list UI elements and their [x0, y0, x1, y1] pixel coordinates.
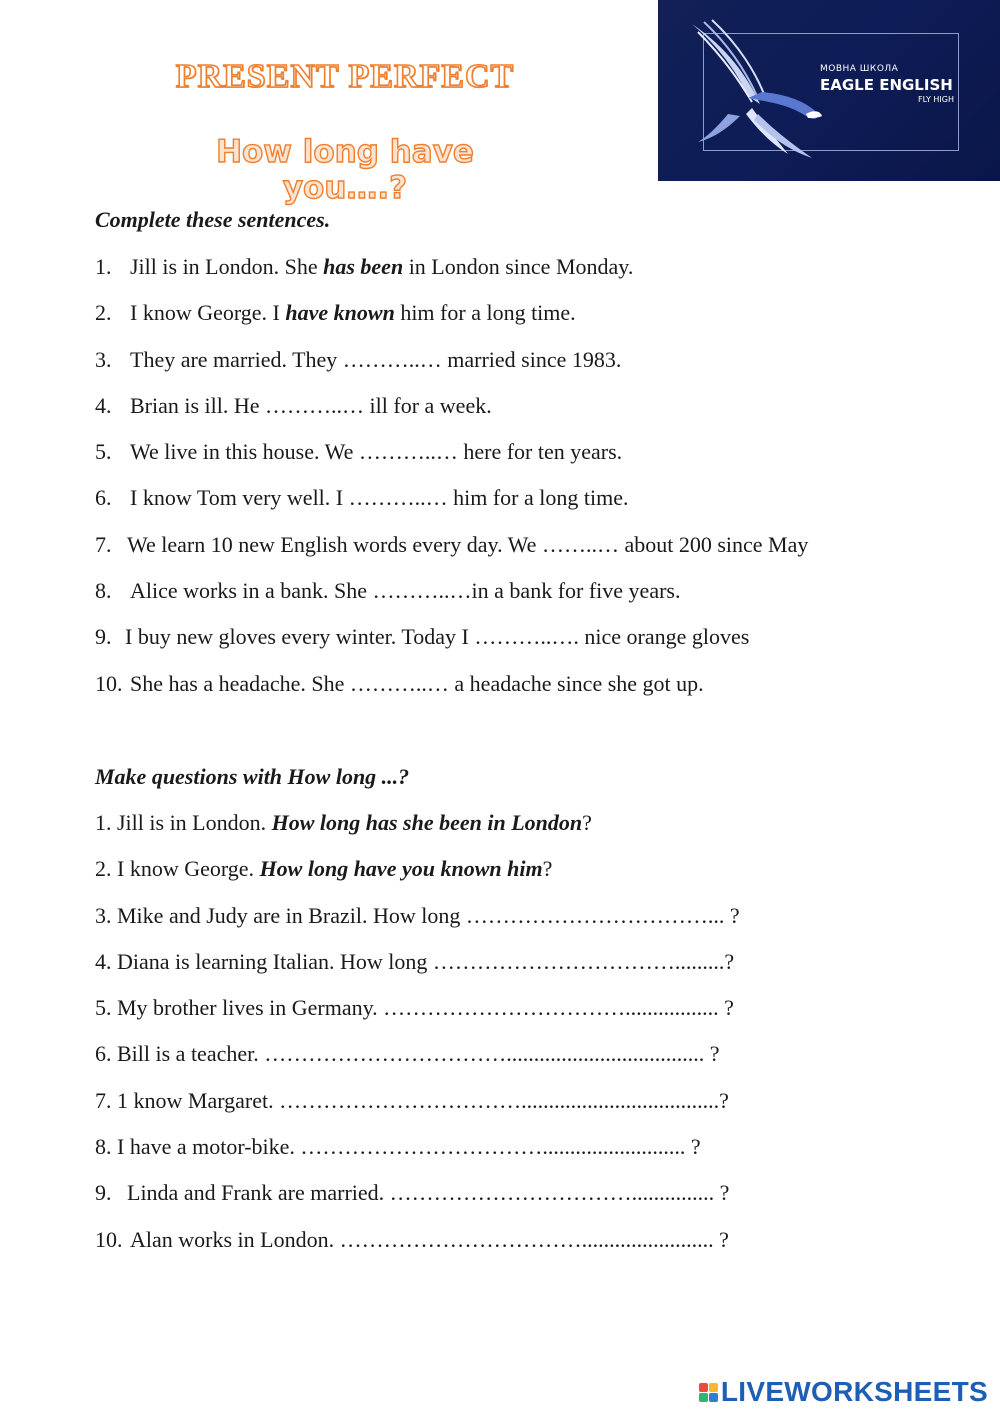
- item-text: Linda and Frank are married. ……………………………............... ?: [127, 1180, 730, 1206]
- list-item: [95, 856, 985, 902]
- list-item: [95, 995, 985, 1041]
- item-text: Alan works in London. ……………………………........................ ?: [130, 1226, 729, 1252]
- item-text: She has a headache. She ………..… a headache since she got up.: [130, 670, 704, 696]
- item-number: 4.: [95, 948, 112, 974]
- list-item: [95, 439, 985, 485]
- item-number: 9.: [95, 1180, 112, 1206]
- exercise-2-title: Make questions with How long ...?: [95, 764, 410, 789]
- item-text-end: in London since Monday.: [403, 254, 634, 279]
- item-text: I know George. I: [130, 300, 286, 326]
- eagle-english-logo: [658, 0, 1000, 181]
- item-text: Mike and Judy are in Brazil. How long ……………………………... ?: [117, 902, 740, 928]
- list-item: [95, 254, 985, 300]
- worksheet-subtitle: How long have you….?: [216, 134, 474, 206]
- item-text: We learn 10 new English words every day. We ……..… about 200 since May: [127, 531, 809, 557]
- item-number: 3.: [95, 346, 112, 372]
- item-text-end: ?: [542, 856, 553, 882]
- item-answer: have known: [285, 300, 395, 326]
- exercise-1-list: [95, 254, 985, 717]
- item-text: We live in this house. We ………..… here for ten years.: [130, 439, 623, 465]
- item-number: 3.: [95, 902, 112, 928]
- item-number: 8.: [95, 578, 112, 604]
- item-text: Bill is a teacher. …………………………….................................... ?: [117, 1041, 720, 1067]
- item-answer: has been: [323, 254, 404, 279]
- item-text: My brother lives in Germany. ……………………………................. ?: [117, 995, 734, 1021]
- item-number: 6.: [95, 1041, 112, 1067]
- item-text: 1 know Margaret. ……………………………....................................?: [117, 1087, 729, 1113]
- item-number: 7.: [95, 1087, 112, 1113]
- logo-school-label: МОВНА ШКОЛА: [820, 64, 899, 74]
- list-item: [95, 949, 985, 995]
- item-text-end: him for a long time.: [394, 300, 576, 326]
- item-number: 1.: [95, 810, 112, 835]
- item-answer: How long have you known him: [259, 856, 543, 882]
- list-item: [95, 1134, 985, 1180]
- list-item: [95, 1041, 985, 1087]
- list-item: [95, 1227, 985, 1273]
- list-item: [95, 1180, 985, 1226]
- list-item: [95, 903, 985, 949]
- list-item: [95, 300, 985, 346]
- list-item: [95, 578, 985, 624]
- item-number: 5.: [95, 439, 112, 465]
- logo-brand-name: EAGLE ENGLISH: [820, 76, 953, 94]
- exercise-2-list: [95, 810, 985, 1273]
- item-text: Diana is learning Italian. How long …………………………….........?: [117, 948, 735, 974]
- list-item: [95, 624, 985, 670]
- list-item: [95, 671, 985, 717]
- list-item: [95, 393, 985, 439]
- item-text: I have a motor-bike. …………………………….......................... ?: [117, 1134, 701, 1160]
- item-number: 5.: [95, 995, 112, 1021]
- item-number: 4.: [95, 392, 112, 418]
- item-text: I buy new gloves every winter. Today I ………..…. nice orange gloves: [125, 624, 750, 650]
- list-item: [95, 1088, 985, 1134]
- item-text: Brian is ill. He ………..… ill for a week.: [130, 392, 492, 418]
- item-number: 10.: [95, 670, 123, 696]
- liveworksheets-footer[interactable]: [699, 1376, 988, 1408]
- list-item: [95, 485, 985, 531]
- footer-brand: LIVEWORKSHEETS: [720, 1376, 988, 1407]
- item-number: 2.: [95, 856, 112, 882]
- item-answer: How long has she been in London: [271, 810, 583, 835]
- worksheet-title: PRESENT PERFECT: [175, 58, 515, 95]
- item-number: 8.: [95, 1134, 112, 1160]
- item-number: 2.: [95, 300, 112, 326]
- list-item: [95, 810, 985, 856]
- logo-tagline: FLY HIGH: [917, 95, 954, 104]
- exercise-1-title: Complete these sentences.: [95, 207, 331, 232]
- item-text-end: ?: [582, 810, 592, 835]
- list-item: [95, 347, 985, 393]
- item-number: 7.: [95, 531, 112, 557]
- item-text: Alice works in a bank. She ………..…in a bank for five years.: [130, 578, 681, 604]
- item-number: 1.: [95, 254, 112, 279]
- liveworksheets-icon: [699, 1383, 718, 1402]
- item-number: 10.: [95, 1226, 123, 1252]
- item-number: 9.: [95, 624, 112, 650]
- list-item: [95, 532, 985, 578]
- item-text: Jill is in London.: [117, 810, 272, 835]
- item-text: They are married. They ………..… married since 1983.: [130, 346, 622, 372]
- item-text: I know George.: [117, 856, 260, 882]
- item-text: Jill is in London. She: [130, 254, 324, 279]
- logo-text: [820, 64, 960, 104]
- item-text: I know Tom very well. I ………..… him for a long time.: [130, 485, 629, 511]
- item-number: 6.: [95, 485, 112, 511]
